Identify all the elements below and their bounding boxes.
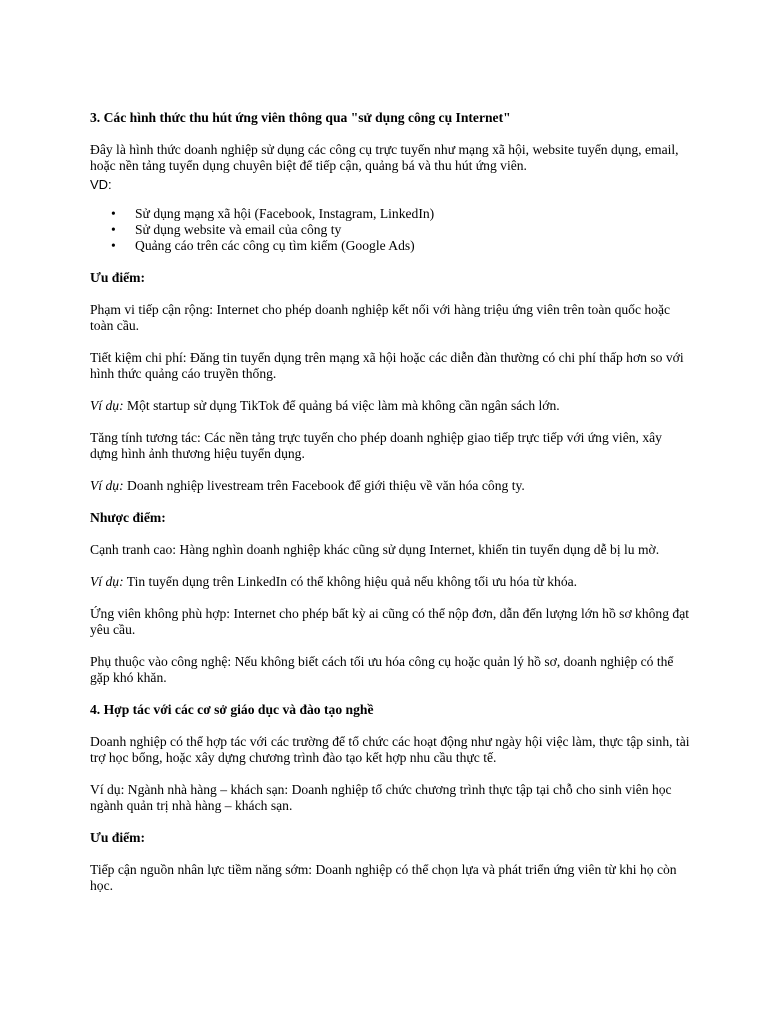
section-4-advantages-heading: Ưu điểm: [90,830,145,845]
example-label: Ví dụ: [90,478,124,493]
section-4-heading: 4. Hợp tác với các cơ sở giáo dục và đào tạo nghề [90,702,374,717]
section-3-heading: 3. Các hình thức thu hút ứng viên thông qua "sử dụng công cụ Internet" [90,110,511,125]
disadvantage-paragraph: Cạnh tranh cao: Hàng nghìn doanh nghiệp khác cũng sử dụng Internet, khiến tin tuyển dụng dễ bị lu mờ. [90,542,660,557]
advantages-heading: Ưu điểm: [90,270,145,285]
disadvantage-paragraph: Phụ thuộc vào công nghệ: Nếu không biết cách tối ưu hóa công cụ hoặc quản lý hồ sơ, doanh nghiệp có thể gặp khó khăn. [90,654,674,685]
list-item: • Sử dụng website và email của công ty [135,222,690,238]
section-3-intro: Đây là hình thức doanh nghiệp sử dụng các công cụ trực tuyến như mạng xã hội, website tuyển dụng, email, hoặc nền tảng tuyển dụng chuyên biệt để tiếp cận, quảng bá và thu hút ứng viên. [90,142,679,173]
list-item: • Sử dụng mạng xã hội (Facebook, Instagram, LinkedIn) [135,206,690,222]
example-label: Ví dụ: [90,574,124,589]
example-paragraph [90,478,690,494]
disadvantage-paragraph: Ứng viên không phù hợp: Internet cho phép bất kỳ ai cũng có thể nộp đơn, dẫn đến lượng lớn hồ sơ không đạt yêu cầu. [90,606,690,637]
example-text: Một startup sử dụng TikTok để quảng bá việc làm mà không cần ngân sách lớn. [123,398,560,413]
advantage-paragraph: Tiết kiệm chi phí: Đăng tin tuyển dụng trên mạng xã hội hoặc các diễn đàn thường có chi phí thấp hơn so với hình thức quảng cáo truyền thống. [90,350,684,381]
disadvantages-heading: Nhược điểm: [90,510,166,525]
section-4-advantage-paragraph: Tiếp cận nguồn nhân lực tiềm năng sớm: Doanh nghiệp có thể chọn lựa và phát triển ứng viên từ khi họ còn học. [90,862,677,893]
example-list [90,206,690,254]
example-label: Ví dụ: [90,398,124,413]
section-4-intro: Doanh nghiệp có thể hợp tác với các trường để tổ chức các hoạt động như ngày hội việc làm, thực tập sinh, tài trợ học bổng, hoặc xây dựng chương trình đào tạo kết hợp nhu cầu thực tế. [90,734,690,765]
example-paragraph [90,574,690,590]
example-text: Doanh nghiệp livestream trên Facebook để giới thiệu về văn hóa công ty. [123,478,525,493]
example-paragraph [90,398,690,414]
advantage-paragraph: Phạm vi tiếp cận rộng: Internet cho phép doanh nghiệp kết nối với hàng triệu ứng viên trên toàn quốc hoặc toàn cầu. [90,302,671,333]
list-item: • Quảng cáo trên các công cụ tìm kiếm (Google Ads) [135,238,690,254]
advantage-paragraph: Tăng tính tương tác: Các nền tảng trực tuyến cho phép doanh nghiệp giao tiếp trực tiếp với ứng viên, xây dựng hình ảnh thương hiệu tuyển dụng. [90,430,662,461]
vd-label: VD: [90,177,112,192]
document-page [90,110,690,894]
example-text: Tin tuyển dụng trên LinkedIn có thể không hiệu quả nếu không tối ưu hóa từ khóa. [123,574,578,589]
section-4-example: Ví dụ: Ngành nhà hàng – khách sạn: Doanh nghiệp tổ chức chương trình thực tập tại chỗ cho sinh viên học ngành quản trị nhà hàng – khách sạn. [90,782,672,813]
